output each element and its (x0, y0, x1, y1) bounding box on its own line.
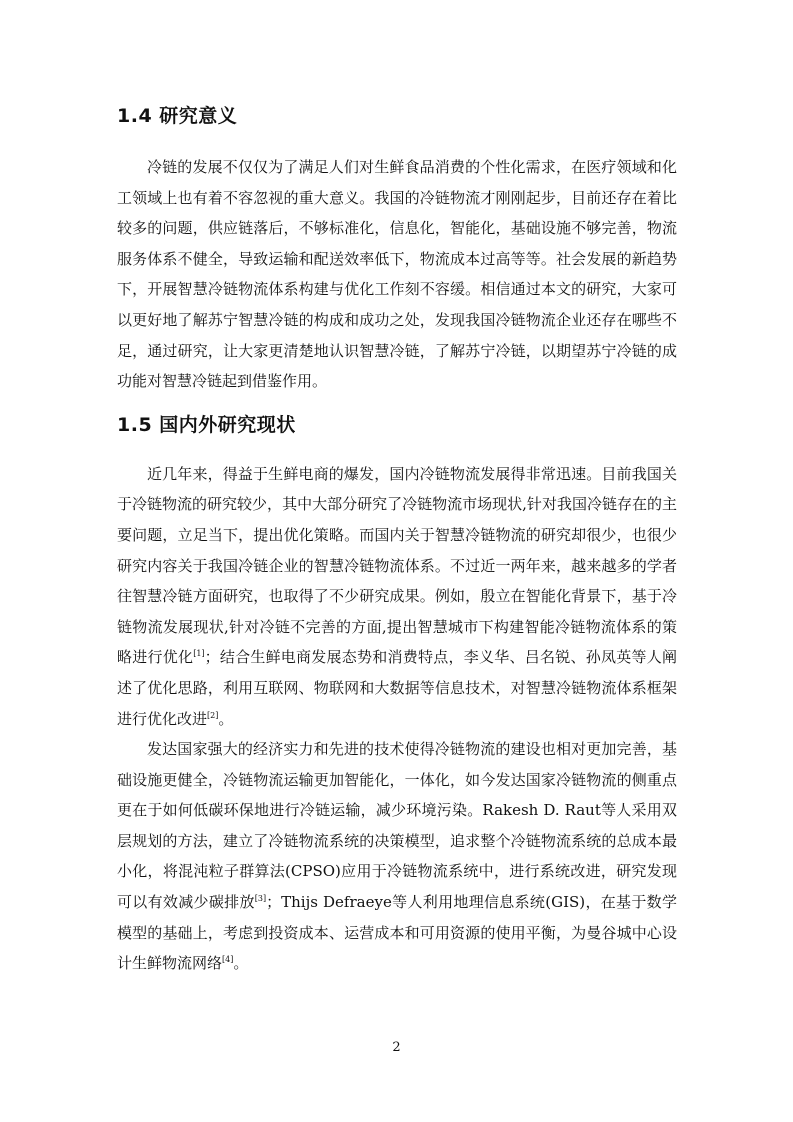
section-1-5-paragraph-1 (117, 459, 677, 734)
paragraph-text: ；Thijs Defraeye等人利用地理信息系统(GIS)，在基于数学模型的基础上，考虑到投资成本、运营成本和可用资源的使用平衡，为曼谷城中心设计生鲜物流网络 (117, 893, 677, 973)
paragraph-text: 。 (218, 709, 234, 728)
citation-ref-3[interactable]: [3] (254, 894, 267, 904)
paragraph-text: ；结合生鲜电商发展态势和消费特点，李义华、吕名锐、孙凤英等人阐述了优化思路，利用互联网、物联网和大数据等信息技术，对智慧冷链物流体系框架进行优化改进 (117, 648, 677, 728)
paragraph-text: 发达国家强大的经济实力和先进的技术使得冷链物流的建设也相对更加完善，基础设施更健全，冷链物流运输更加智能化，一体化，如今发达国家冷链物流的侧重点更在于如何低碳环保地进行冷链运输，减少环境污染。Rakesh D. Raut等人采用双层规划的方法，建立了冷链物流系统的决策模型，追求整个冷链物流系统的总成本最小化，将混沌粒子群算法(CPSO)应用于冷链物流系统中，进行系统改进，研究发现可以有效减少碳排放 (117, 740, 677, 912)
citation-ref-1[interactable]: [1] (193, 649, 205, 659)
section-1-4-paragraph: 冷链的发展不仅仅为了满足人们对生鲜食品消费的个性化需求，在医疗领域和化工领域上也有着不容忽视的重大意义。我国的冷链物流才刚刚起步，目前还存在着比较多的问题，供应链落后，不够标准化，信息化，智能化，基础设施不够完善，物流服务体系不健全，导致运输和配送效率低下，物流成本过高等等。社会发展的新趋势下，开展智慧冷链物流体系构建与优化工作刻不容缓。相信通过本文的研究，大家可以更好地了解苏宁智慧冷链的构成和成功之处，发现我国冷链物流企业还存在哪些不足，通过研究，让大家更清楚地认识智慧冷链，了解苏宁冷链，以期望苏宁冷链的成功能对智慧冷链起到借鉴作用。 (117, 158, 677, 391)
paragraph-text: 。 (233, 954, 249, 973)
document-page (117, 100, 677, 979)
page-number: 2 (392, 1040, 401, 1055)
section-1-5-paragraph-2 (117, 734, 677, 979)
citation-ref-2[interactable]: [2] (207, 710, 219, 720)
section-1-4-heading: 1.4 研究意义 (117, 105, 238, 127)
section-1-5-heading: 1.5 国内外研究现状 (117, 413, 296, 436)
paragraph-text: 近几年来，得益于生鲜电商的爆发，国内冷链物流发展得非常迅速。目前我国关于冷链物流的研究较少，其中大部分研究了冷链物流市场现状,针对我国冷链存在的主要问题，立足当下，提出优化策略。而国内关于智慧冷链物流的研究却很少，也很少研究内容关于我国冷链企业的智慧冷链物流体系。不过近一两年来，越来越多的学者往智慧冷链方面研究，也取得了不少研究成果。例如，殷立在智能化背景下，基于冷链物流发展现状,针对冷链不完善的方面,提出智慧城市下构建智能冷链物流体系的策略进行优化 (117, 464, 677, 667)
citation-ref-4[interactable]: [4] (222, 955, 234, 965)
